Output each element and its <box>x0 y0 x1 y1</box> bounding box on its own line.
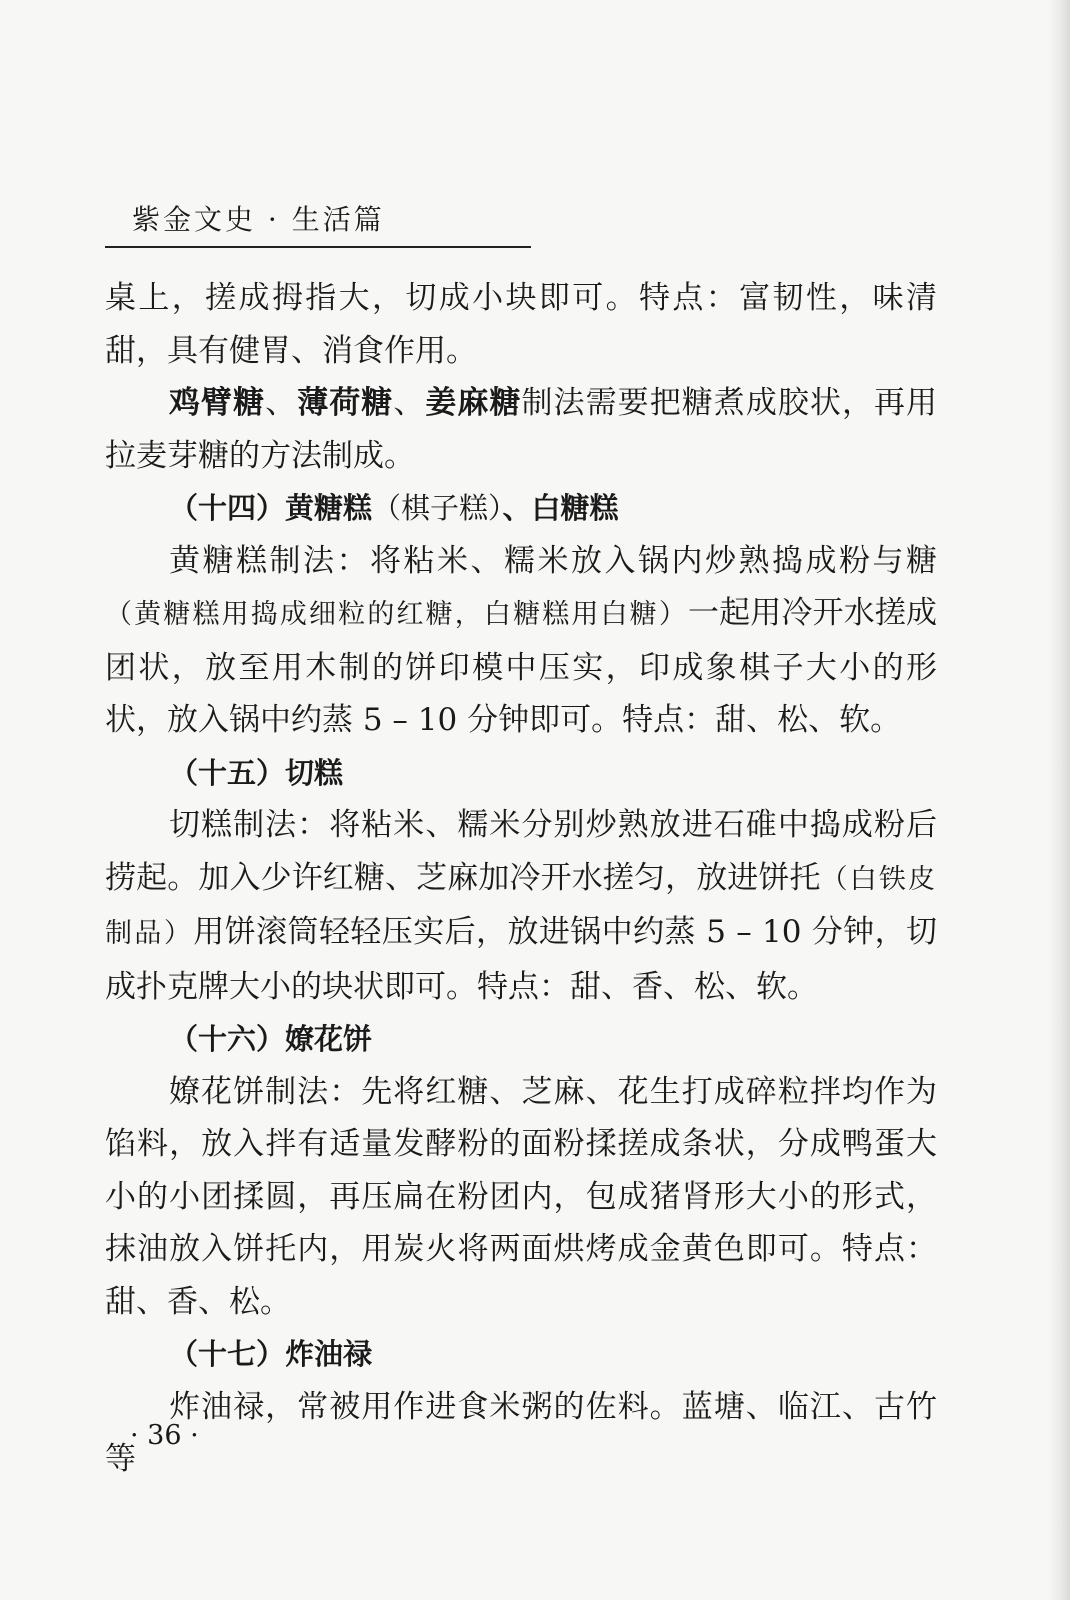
section-14-body <box>105 535 937 747</box>
parenthetical-note: （白铁皮制品） <box>105 863 938 949</box>
paragraph-continuation: 桌上，搓成拇指大，切成小块即可。特点：富韧性，味清甜，具有健胃、消食作用。 <box>105 280 937 369</box>
page-body <box>105 272 937 1486</box>
body-text: 一起用冷开水搓成团状，放至用木制的饼印模中压实，印成象棋子大小的形状，放入锅中约蒸 5 – 10 分钟即可。特点：甜、松、软。 <box>105 595 938 738</box>
heading-subtitle: （棋子糕） <box>372 491 503 525</box>
body-text: 切糕制法：将粘米、糯米分别炒熟放进石碓中捣成粉后捞起。加入少许红糖、芝麻加冷开水搓匀，放进饼托 <box>105 807 937 896</box>
section-heading-14 <box>105 482 937 535</box>
term-jibi-candy: 鸡臂糖 <box>169 385 266 421</box>
body-text: 黄糖糕制法：将粘米、糯米放入锅内炒熟捣成粉与糖 <box>169 542 937 579</box>
section-heading-15: （十五）切糕 <box>169 755 344 790</box>
separator: 、 <box>393 385 426 421</box>
paragraph-candies <box>105 377 937 482</box>
section-heading-16: （十六）嫽花饼 <box>169 1022 373 1056</box>
term-ginger-sesame-candy: 姜麻糖 <box>425 385 522 421</box>
heading-tail: 、白糖糕 <box>502 491 619 525</box>
section-17-body: 炸油禄，常被用作进食米粥的佐料。蓝塘、临江、古竹等 <box>105 1388 937 1477</box>
section-15-body <box>105 799 937 1013</box>
section-16-body: 嫽花饼制法：先将红糖、芝麻、花生打成碎粒拌均作为馅料，放入拌有适量发酵粉的面粉揉搓成条状，分成鸭蛋大小的小团揉圆，再压扁在粉团内，包成猪肾形大小的形式，抹油放入饼托内，用炭火将两面烘烤成金黄色即可。特点：甜、香、松。 <box>105 1073 937 1320</box>
separator: 、 <box>265 385 298 421</box>
term-mint-candy: 薄荷糖 <box>297 385 394 421</box>
parenthetical-note: （黄糖糕用捣成细粒的红糖，白糖糕用白糖） <box>105 599 688 630</box>
heading-text: （十四）黄糖糕 <box>169 491 373 525</box>
section-heading-17: （十七）炸油禄 <box>169 1337 373 1371</box>
paragraph-candies-text: 制法需要把糖煮成胶状，再用拉麦芽糖的方法制成。 <box>105 385 938 474</box>
running-header: 紫金文史 · 生活篇 <box>132 203 385 236</box>
page-number: · 36 · <box>130 1420 199 1451</box>
header-rule <box>105 246 531 248</box>
page-edge-shadow <box>1048 0 1070 1600</box>
body-text: 用饼滚筒轻轻压实后，放进锅中约蒸 5 – 10 分钟，切成扑克牌大小的块状即可。特点：甜、香、松、软。 <box>105 914 937 1005</box>
